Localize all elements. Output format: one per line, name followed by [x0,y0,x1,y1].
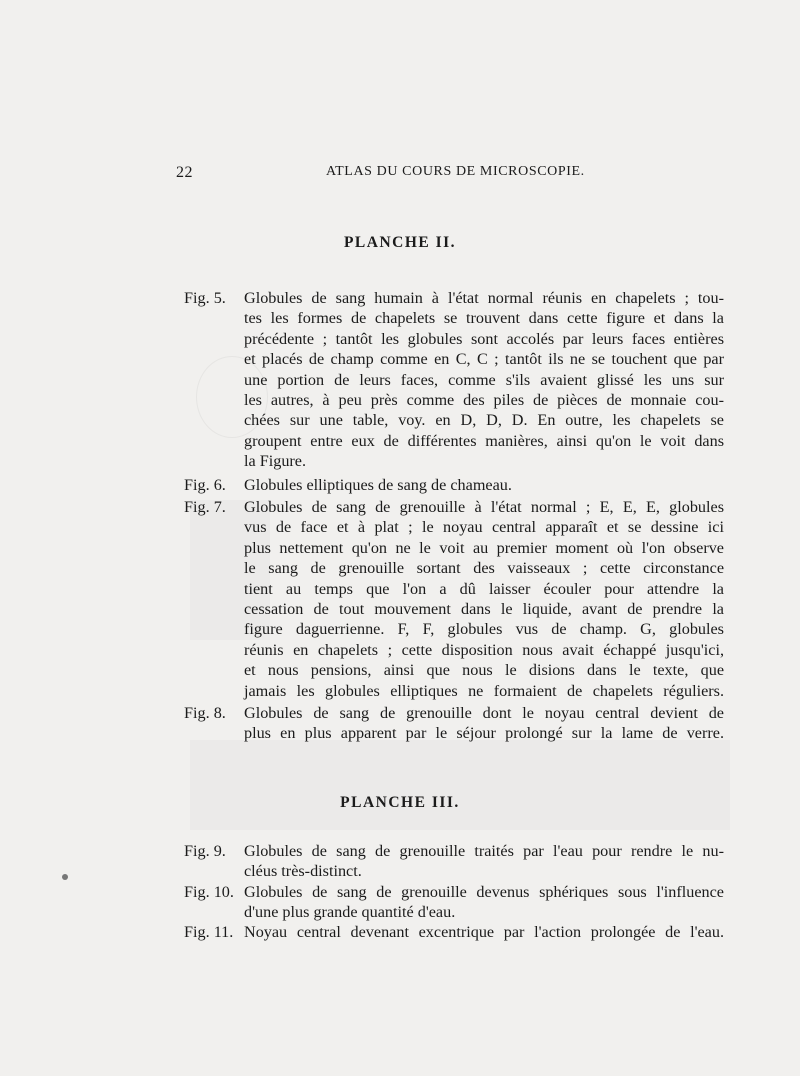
figure-label: Fig. 10. [184,883,234,901]
figure-text [244,882,724,923]
figure-label: Fig. 5. [184,289,226,307]
figure-caption-6 [184,475,724,495]
figure-text [244,703,724,744]
text-line: d'une plus grande quantité d'eau. [244,903,456,922]
text-line: réunis en chapelets ; cette disposition nous avait échappé jusqu'ici, [244,640,724,659]
text-line: cessation de tout mouvement dans le liquide, avant de prendre la [244,600,724,619]
text-line: le sang de grenouille sortant des vaisseaux ; cette circonstance [244,559,724,578]
figure-text [244,922,724,942]
paper-spot-icon [62,874,68,880]
text-line: plus en plus apparent par le séjour prolongé sur la lame de verre. [244,724,724,743]
text-line: Globules de sang de grenouille dont le noyau central devient de [244,704,724,722]
figure-caption-10 [184,882,724,923]
text-line: précédente ; tantôt les globules sont accolés par leurs faces entières [244,329,724,348]
text-line: Globules de sang de grenouille à l'état normal ; E, E, E, globules [244,498,724,516]
show-through-bottom [190,740,730,830]
text-line: vus de face et à plat ; le noyau central apparaît et se dessine ici [244,518,724,537]
text-line: tient au temps que l'on a dû laisser écouler pour attendre la [244,579,724,598]
figure-text [244,288,724,472]
figure-label: Fig. 9. [184,842,226,860]
text-line: Globules de sang de grenouille traités par l'eau pour rendre le nu- [244,842,724,860]
page-number: 22 [176,164,193,181]
text-line: tes les formes de chapelets se trouvent dans cette figure et dans la [244,309,724,328]
figure-text [244,841,724,882]
figure-caption-7 [184,497,724,701]
text-line: une portion de leurs faces, comme s'ils avaient glissé les uns sur [244,370,724,389]
text-line: et placés de champ comme en C, C ; tantôt ils ne se touchent que par [244,350,724,369]
text-line: jamais les globules elliptiques ne formaient de chapelets réguliers. [244,681,724,700]
text-line: Globules de sang humain à l'état normal réunis en chapelets ; tou- [244,289,724,307]
figure-label: Fig. 7. [184,498,226,516]
text-line: Globules elliptiques de sang de chameau. [244,476,512,494]
section-title-planche-3: PLANCHE III. [340,794,460,811]
figure-caption-5 [184,288,724,472]
text-line: figure daguerrienne. F, F, globules vus de champ. G, globules [244,620,724,639]
figure-caption-9 [184,841,724,882]
text-line: plus nettement qu'on ne le voit au premier moment où l'on observe [244,538,724,557]
figure-text [244,497,724,701]
text-line: et nous pensions, ainsi que nous le disions dans le texte, que [244,661,724,680]
text-line: chées sur une table, voy. en D, D, D. En outre, les chapelets se [244,411,724,430]
text-line: les autres, à peu près comme des piles de pièces de monnaie cou- [244,391,724,410]
text-line: groupent entre eux de différentes manières, ainsi qu'on le voit dans [244,431,724,450]
text-line: cléus très-distinct. [244,862,362,881]
figure-label: Fig. 8. [184,704,226,722]
figure-label: Fig. 6. [184,476,226,494]
page-header [0,164,800,188]
text-line: la Figure. [244,452,307,471]
section-title-planche-2: PLANCHE II. [343,234,457,251]
figure-caption-11 [184,922,724,942]
running-title: ATLAS DU COURS DE MICROSCOPIE. [326,164,585,179]
text-line: Noyau central devenant excentrique par l'action prolongée de l'eau. [244,923,724,941]
text-line: Globules de sang de grenouille devenus sphériques sous l'influence [244,883,724,901]
figure-text [244,475,724,495]
figure-caption-8 [184,703,724,744]
figure-label: Fig. 11. [184,923,234,941]
